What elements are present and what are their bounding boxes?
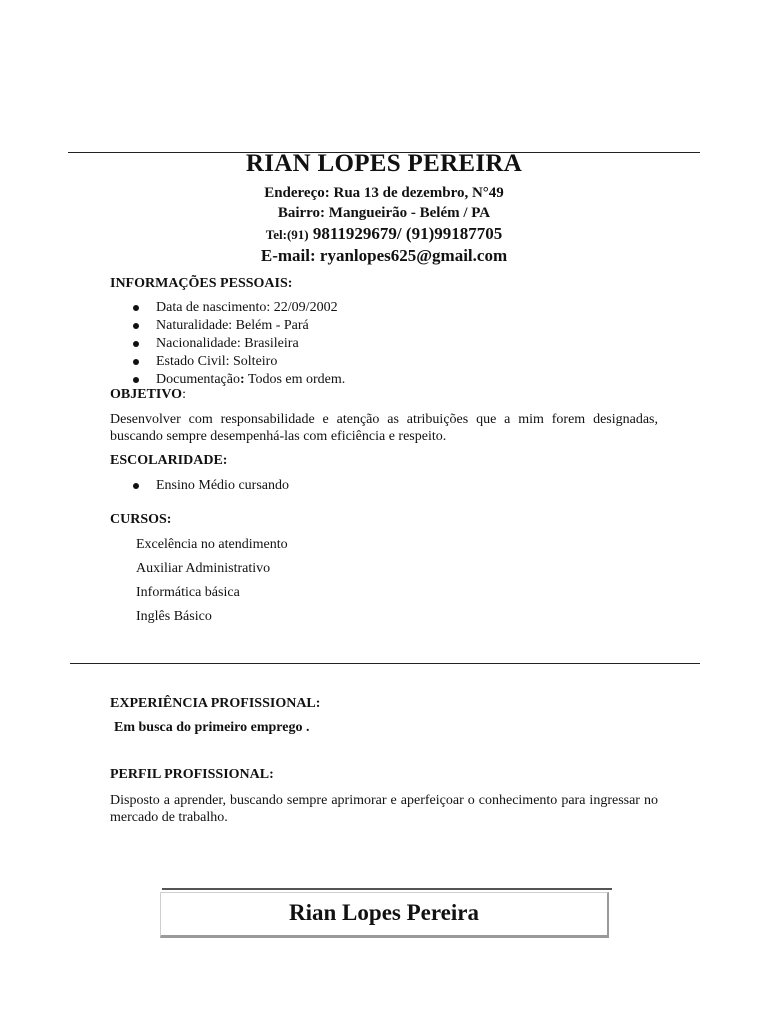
neighborhood-line: Bairro: Mangueirão - Belém / PA: [277, 205, 491, 221]
personal-info-heading: INFORMAÇÕES PESSOAIS:: [110, 276, 293, 291]
list-item: Auxiliar Administrativo: [136, 561, 271, 576]
list-item: Excelência no atendimento: [136, 537, 288, 552]
list-item: Nacionalidade: Brasileira: [130, 335, 345, 353]
education-list: [130, 477, 289, 495]
documentation-colon: :: [239, 372, 245, 387]
education-heading: ESCOLARIDADE:: [110, 453, 228, 468]
profile-text: Disposto a aprender, buscando sempre aprimorar e aperfeiçoar o conhecimento para ingressar no mercado de trabalho.: [110, 793, 658, 825]
middle-divider: [70, 663, 700, 664]
objective-heading-colon: :: [182, 387, 186, 402]
list-item: Ensino Médio cursando: [130, 477, 289, 495]
address-line: Endereço: Rua 13 de dezembro, N°49: [264, 185, 504, 201]
documentation-value: Todos em ordem.: [244, 372, 346, 387]
list-item: Naturalidade: Belém - Pará: [130, 317, 345, 335]
signature-name: Rian Lopes Pereira: [289, 900, 479, 925]
documentation-label: Documentação: [156, 372, 240, 387]
courses-heading: CURSOS:: [110, 512, 172, 527]
phone-numbers: 9811929679/ (91)99187705: [308, 224, 503, 243]
list-item: Inglês Básico: [136, 609, 212, 624]
objective-heading-text: OBJETIVO: [110, 387, 183, 402]
candidate-name: RIAN LOPES PEREIRA: [245, 150, 523, 177]
footer-divider: [162, 888, 612, 890]
list-item: Data de nascimento: 22/09/2002: [130, 299, 345, 317]
signature-box: [160, 892, 609, 938]
courses-list: [136, 533, 288, 629]
objective-text: Desenvolver com responsabilidade e atenção as atribuições que a mim forem designadas, buscando sempre desempenhá-las com eficiência e respeito.: [110, 412, 658, 444]
experience-heading: EXPERIÊNCIA PROFISSIONAL:: [110, 696, 321, 711]
experience-text: Em busca do primeiro emprego .: [114, 720, 310, 735]
profile-heading: PERFIL PROFISSIONAL:: [110, 767, 274, 782]
list-item: Estado Civil: Solteiro: [130, 353, 345, 371]
objective-heading: [110, 387, 186, 403]
email-line: E-mail: ryanlopes625@gmail.com: [260, 246, 508, 265]
phone-prefix: Tel:(91): [265, 227, 309, 242]
list-item: Informática básica: [136, 585, 240, 600]
phone-line: [0, 224, 768, 244]
personal-info-list: [130, 299, 345, 389]
